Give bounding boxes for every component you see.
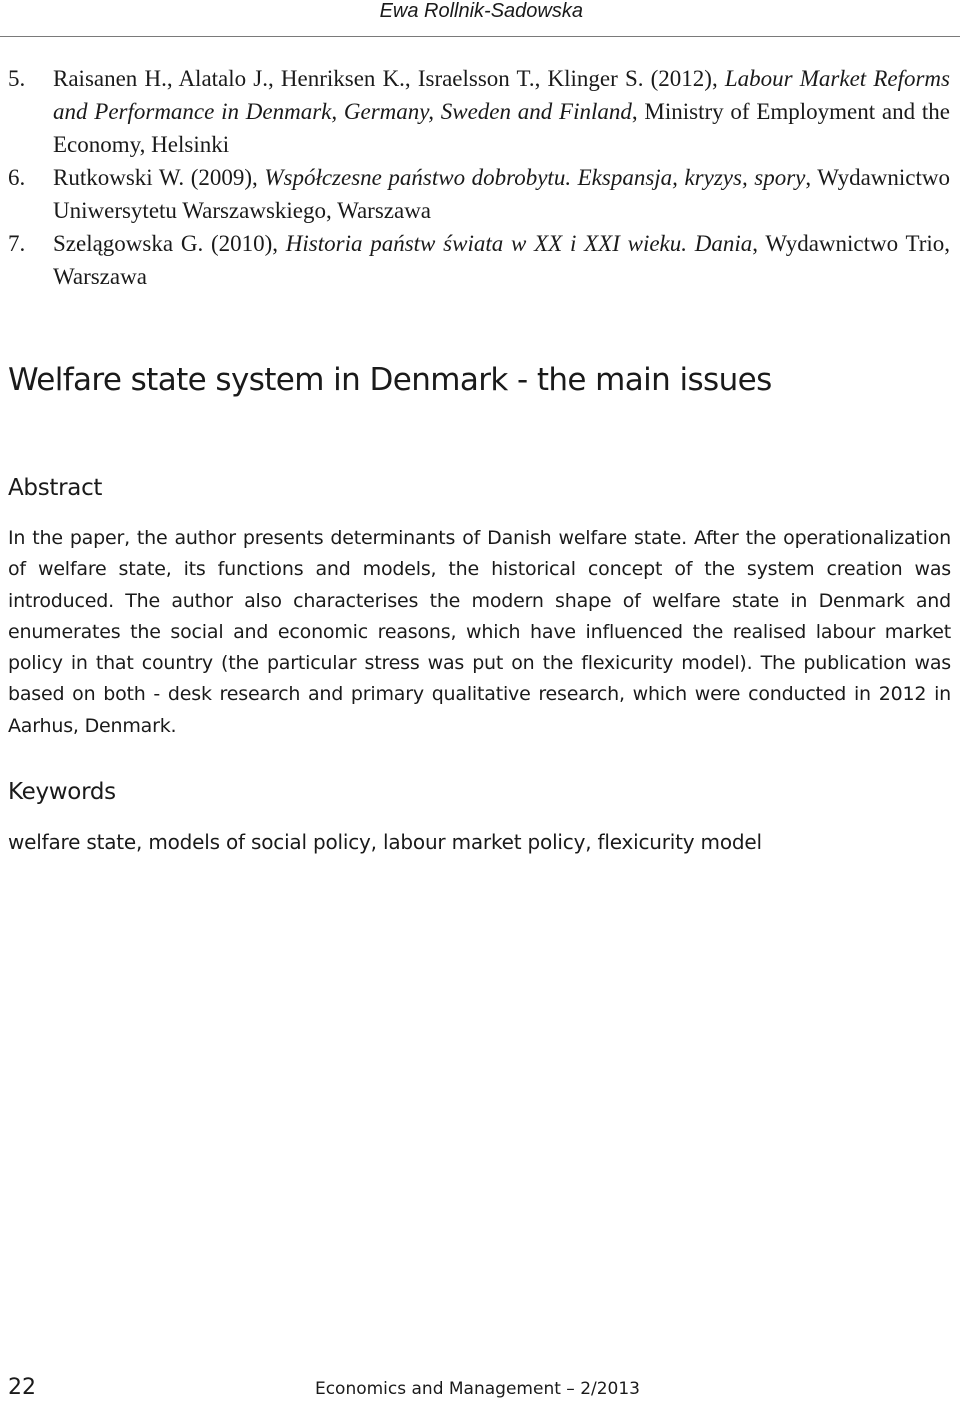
reference-list xyxy=(8,62,950,293)
reference-authors: Raisanen H., Alatalo J., Henriksen K., Israelsson T., Klinger S. (2012), xyxy=(53,66,725,91)
paper-title: Welfare state system in Denmark - the main issues xyxy=(8,362,772,398)
reference-number: 7. xyxy=(8,231,26,256)
reference-number: 5. xyxy=(8,66,26,91)
reference-title: Labour Market Reforms and Performance in Denmark, Germany, Sweden and Finland xyxy=(53,66,950,124)
reference-authors: Rutkowski W. (2009), xyxy=(53,165,265,190)
journal-issue: Economics and Management – 2/2013 xyxy=(314,1379,640,1399)
abstract-text: In the paper, the author presents determinants of Danish welfare state. After the operationalization of welfare state, its functions and models, the historical concept of the system creation was introduced. The author also characterises the modern shape of welfare state in Denmark and enumerates the social and economic reasons, which have influenced the realised labour market policy in that country (the particular stress was put on the flexicurity model). The publication was based on both - desk research and primary qualitative research, which were conducted in 2012 in Aarhus, Denmark. xyxy=(8,527,951,737)
reference-title: Historia państw świata w XX i XXI wieku. Dania xyxy=(285,231,753,256)
running-head-author: Ewa Rollnik-Sadowska xyxy=(379,0,583,22)
keywords-text: welfare state, models of social policy, labour market policy, flexicurity model xyxy=(8,830,762,854)
reference-authors: Szelągowska G. (2010), xyxy=(53,231,286,256)
page-footer xyxy=(8,1375,953,1405)
reference-title: Współczesne państwo dobrobytu. Ekspansja, kryzys, spory xyxy=(264,165,806,190)
reference-item xyxy=(8,227,950,293)
abstract-heading: Abstract xyxy=(8,475,103,501)
reference-number: 6. xyxy=(8,165,26,190)
page-number: 22 xyxy=(8,1375,36,1400)
running-head xyxy=(0,0,960,37)
reference-publisher: , Wydawnictwo Uniwersytetu Warszawskiego, Warszawa xyxy=(53,165,950,223)
reference-publisher: , Ministry of Employment and the Economy, Helsinki xyxy=(53,99,951,157)
keywords-heading: Keywords xyxy=(8,779,116,805)
reference-item xyxy=(8,62,950,161)
reference-publisher: , Wydawnictwo Trio, Warszawa xyxy=(53,231,951,289)
reference-item xyxy=(8,161,950,227)
